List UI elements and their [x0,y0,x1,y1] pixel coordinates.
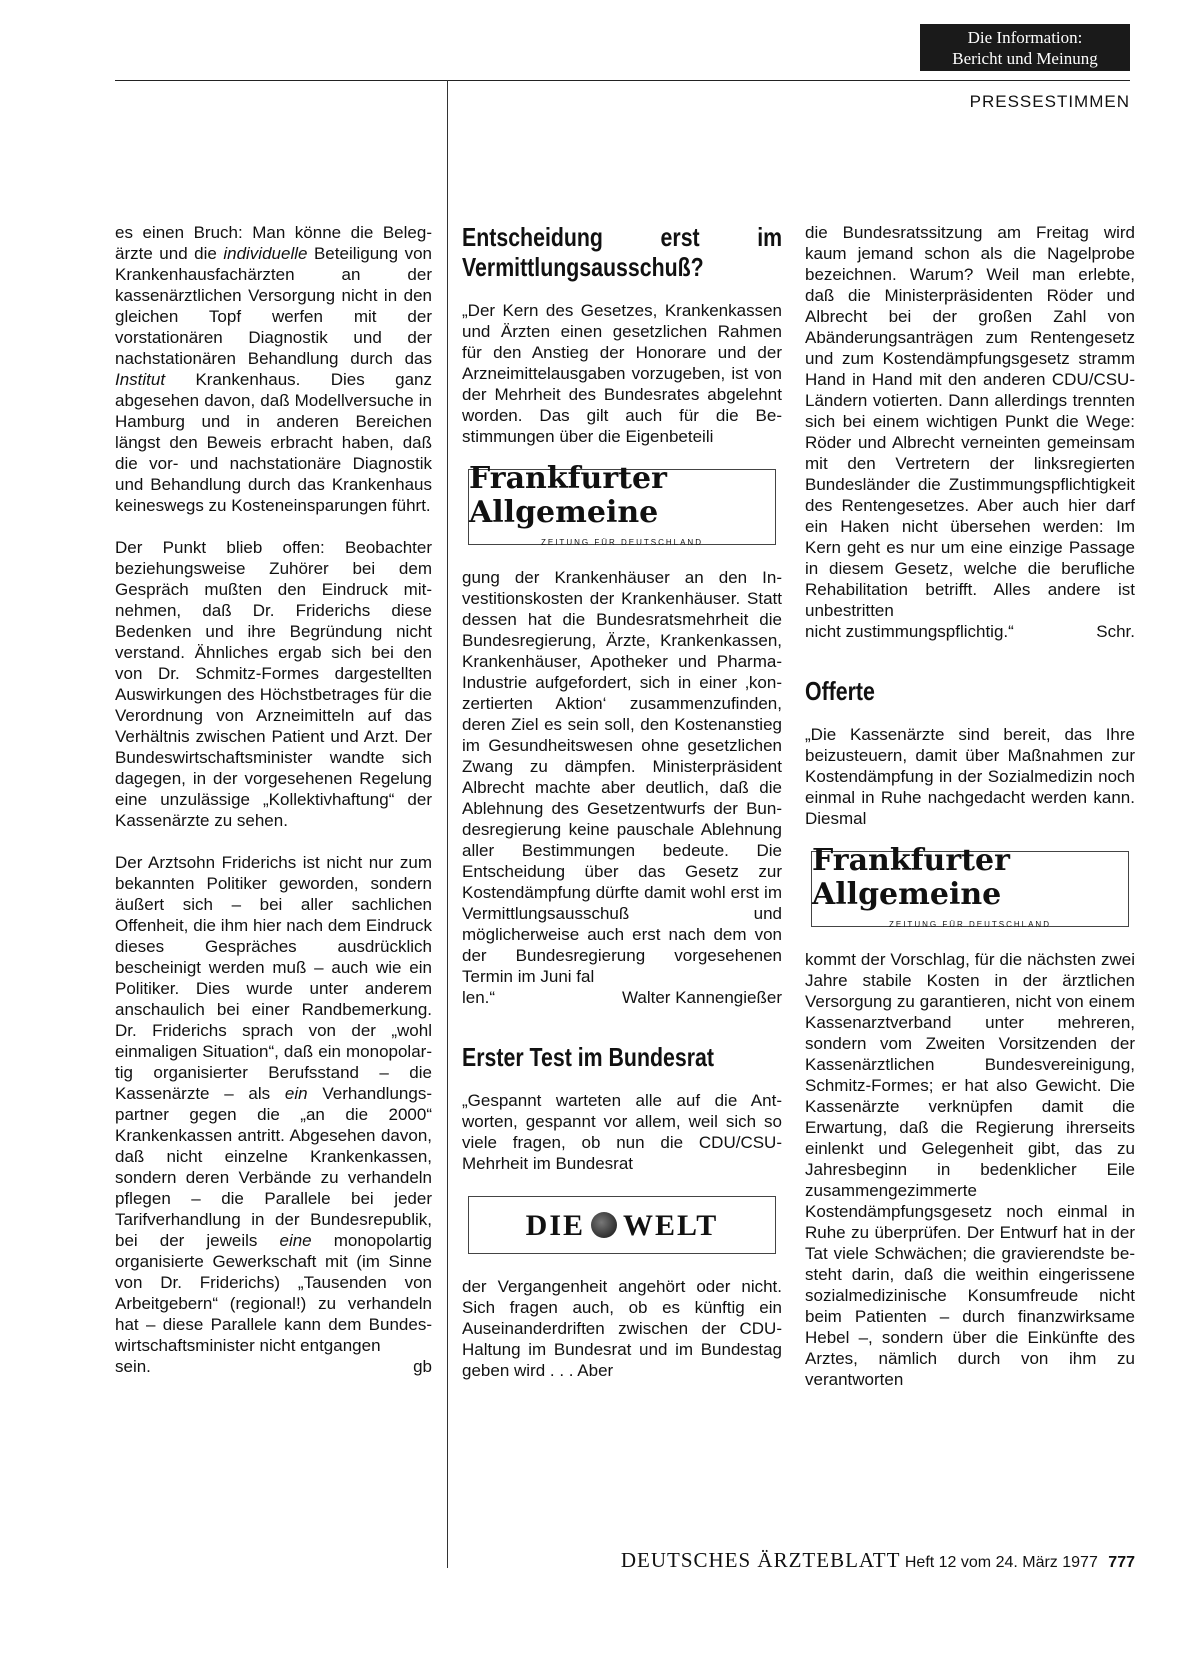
author-name: Walter Kannengießer [621,988,782,1007]
col2-paragraph-3: „Gespannt warteten alle auf die Antworten, gespannt vor allem, weil sich so viele fragen, ob nun die CDU/CSU-Mehrheit im Bundesrat [462,1091,782,1173]
col2-signoff: len.“ Walter Kannengießer [462,988,782,1007]
col2-paragraph-1: „Der Kern des Gesetzes, Krankenkassen und Ärzten einen gesetzlichen Rahmen für den Anstieg der Honorare und der Arzneimittelausgaben vorzugeben, ist von der Mehrheit des Bundesrates abgelehnt worden. Das gilt auch für die Bestimmungen über die Eigenbeteili [462,301,782,446]
issue-info: Heft 12 vom 24. März 1977 [904,1554,1098,1571]
heading-entscheidung: Entscheidung erst im Vermittlungsausschuß? [462,222,783,282]
badge-line-2: Bericht und Meinung [952,48,1098,68]
col1-paragraph-2: Der Punkt blieb offen: Beobachter beziehungsweise Zuhörer bei dem Gespräch mußten den Eindruck mitnehmen, daß Dr. Friderichs diese Bedenken und ihre Begründung nicht verstand. Ähnliches ergab sich bei den von Dr. Schmitz-Formes dargestellten Auswirkungen des Höchstbetrages für die Verordnung von Arzneimitteln auf das Verhältnis zwischen Patient und Arzt. Der Bundeswirtschaftsminister wandte sich dagegen, in der vorgesehenen Regelung eine unzulässige „Kollektivhaftung“ der Kassenärzte zu sehen. [115,538,432,830]
badge-line-1: Die Information: [967,27,1083,47]
top-rule [115,80,1130,81]
col1-paragraph-1: es einen Bruch: Man könne die Belegärzte und die individuelle Beteiligung von Krankenhausfachärzten an der kassenärztlichen Versorgung nicht in den gleichen Topf werfen mit der vorstationären Diagnostik und der nachstationären Behandlung durch das Institut Krankenhaus. Dies ganz abgesehen davon, daß Modellversuche in Hamburg und in anderen Bereichen längst den Beweis erbracht haben, daß die vor- und nachstationäre Diagnostik und Behandlung durch das Krankenhaus keineswegs zu Kosteneinsparungen führt. [115,223,432,515]
globe-icon [591,1212,617,1238]
section-badge [920,24,1130,71]
col3-paragraph-1: die Bundesratssitzung am Freitag wird kaum jemand schon als die Nagelprobe bezeichnen. Warum? Weil man erlebte, daß die Ministerpräsidenten Röder und Albrecht bei der großen Zahl von Abänderungsanträgen zum Rentengesetz und zum Kostendämpfungsgesetz stramm Hand in Hand mit den anderen CDU/CSU-Ländern votierten. Dann allerdings trennten sich bei einem wichtigen Punkt die Wege: Röder und Albrecht verneinten gemeinsam mit den Vertretern der linksregierten Bundesländer die Zustimmungspflichtigkeit des Rentengesetzes. Aber auch hier darf ein Haken nicht übersehen werden: Im Kern geht es nur um eine einzige Passage in diesem Gesetz, welche die berufliche Rehabilitation betrifft. Alles andere ist unbestritten [805,223,1135,620]
journal-name: DEUTSCHES ÄRZTEBLATT [620,1548,901,1572]
author-initials: Schr. [1096,622,1135,641]
section-label: PRESSESTIMMEN [969,92,1130,111]
col2-paragraph-4: der Vergangenheit angehört oder nicht. Sich fragen auch, ob es künftig ein Auseinanderdriften zwischen der CDU-Haltung im Bundesrat und im Bundestag geben wird . . . Aber [462,1277,782,1380]
col3-paragraph-2: „Die Kassenärzte sind bereit, das Ihre beizusteuern, damit über Maßnahmen zur Kostendämpfung in der Sozialmedizin noch einmal in Ruhe nachgedacht werden kann. Diesmal [805,725,1135,828]
faz-logo: Frankfurter Allgemeine ZEITUNG FÜR DEUTSCHLAND [468,469,776,545]
col1-paragraph-3: Der Arztsohn Friderichs ist nicht nur zum bekannten Politiker geworden, sondern äußert sich – bei aller sachlichen Offenheit, die ihm hier nach dem Eindruck dieses Gespräches ausdrücklich bescheinigt werden muß – auch wie ein Politiker. Dies wurde unter anderem anschaulich bei einer Randbemerkung. Dr. Friderichs sprach von der „wohl einmaligen Situation“, daß ein monopolartig organisierter Berufsstand – die Kassenärzte – als ein Verhandlungspartner gegen die „an die 2000“ Krankenkassen antritt. Abgesehen davon, daß nicht einzelne Krankenkassen, sondern deren Verbände zu verhandeln pflegen – die Parallele bei jeder Tarifverhandlung in der Bundesrepublik, bei der jeweils eine monopolartig organisierte Gewerkschaft mit (im Sinne von Dr. Friderichs) „Tausenden von Arbeitgebern“ (regional!) zu verhandeln hat – diese Parallele kann dem Bundeswirtschaftsminister nicht entgangen [115,853,432,1355]
heading-erster-test: Erster Test im Bundesrat [462,1042,714,1072]
author-initials: gb [413,1357,432,1376]
column-2 [462,222,782,1381]
column-3 [805,222,1135,1390]
die-welt-logo: DIE WELT [468,1196,776,1254]
col3-signoff: nicht zustimmungspflichtig.“ Schr. [805,622,1135,641]
col2-paragraph-2: gung der Krankenhäuser an den Investitionskosten der Krankenhäuser. Statt dessen hat die Bundesratsmehrheit die Bundesregierung, Ärzte, Krankenkassen, Krankenhäuser, Apotheker und Pharma-Industrie aufgefordert, sich in einer ‚konzertierten Aktion‘ zusammenzufinden, deren Ziel es sein soll, den Kostenanstieg im Gesundheitswesen ohne gesetzlichen Zwang zu dämpfen. Ministerpräsident Albrecht machte aber deutlich, daß die Ablehnung des Gesetzentwurfs der Bundesregierung keine pauschale Ablehnung aller Bestimmungen bedeute. Die Entscheidung über das Gesetz zur Kostendämpfung dürfte damit wohl erst im Vermittlungsausschuß und möglicherweise auch erst nach dem von der Bundesregierung vorgesehenen Termin im Juni fal [462,568,782,986]
faz-logo: Frankfurter Allgemeine ZEITUNG FÜR DEUTSCHLAND [811,851,1129,927]
page-number: 777 [1108,1554,1135,1571]
heading-offerte: Offerte [805,676,875,706]
col3-paragraph-3: kommt der Vorschlag, für die nächsten zwei Jahre stabile Kosten in der ärztlichen Versorgung zu garantieren, nicht von einem Kassenarztverband unter mehreren, sondern vom Zweiten Vorsitzenden der Kassenärztlichen Bundesvereinigung, Schmitz-Formes; er hat also Gewicht. Die Kassenärzte verknüpfen damit die Erwartung, daß die Regierung ihrerseits einlenkt und Gelegenheit gibt, das zu Jahresbeginn in bedenklicher Eile zusammengezimmerte Kostendämpfungsgesetz noch einmal in Ruhe zu überprüfen. Der Entwurf hat in der Tat viele Schwächen; die gravierendste besteht darin, daß die weithin eingerissene sozialmedizinische Konsumfreude nicht beim Patienten – durch finanzwirksame Hebel –, sondern über die Einkünfte des Arztes, nämlich durch von ihm zu verantworten [805,950,1135,1389]
col1-signoff: sein. gb [115,1357,432,1376]
column-1 [115,222,432,1377]
column-divider [447,80,448,1568]
page-footer [495,1548,1135,1573]
